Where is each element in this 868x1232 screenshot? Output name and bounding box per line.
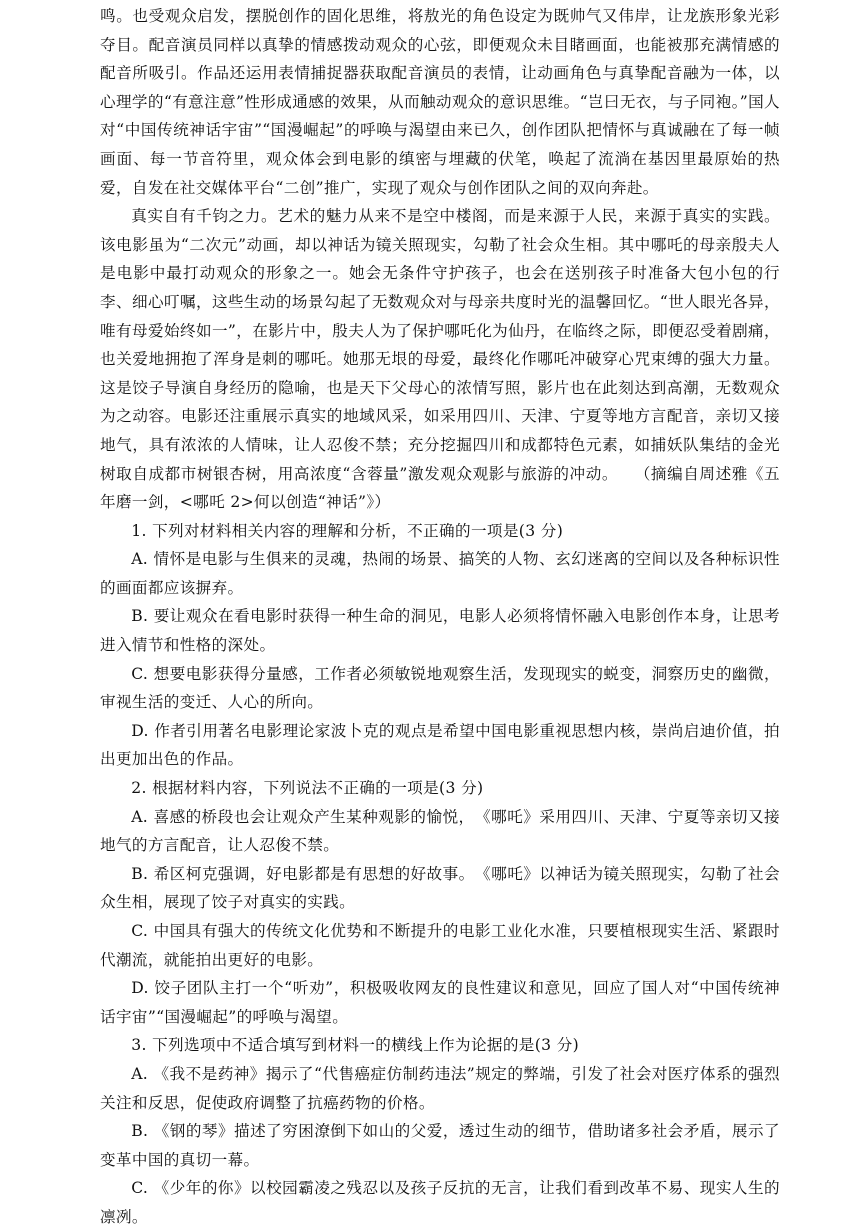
question-2-option-c: C. 中国具有强大的传统文化优势和不断提升的电影工业化水准，只要植根现实生活、紧跟时代潮流，就能拍出更好的电影。 (100, 922, 780, 969)
question-3-stem: 3. 下列选项中不适合填写到材料一的横线上作为论据的是(3 分) (131, 1036, 580, 1055)
question-1-option-a: A. 情怀是电影与生俱来的灵魂，热闹的场景、搞笑的人物、玄幻迷离的空间以及各种标识性的画面都应该摒弃。 (100, 550, 780, 597)
question-3-option-b: B. 《钢的琴》描述了穷困潦倒下如山的父爱，透过生动的细节，借助诸多社会矛盾，展示了变革中国的真切一幕。 (100, 1122, 780, 1169)
source-citation: （摘编自周述雅《五年磨一剑，<哪吒 2>何以创造“神话”》） (100, 464, 780, 512)
question-2-stem: 2. 根据材料内容，下列说法不正确的一项是(3 分) (131, 779, 484, 798)
question-1-stem: 1. 下列对材料相关内容的理解和分析，不正确的一项是(3 分) (131, 521, 564, 540)
question-3-option-a: A. 《我不是药神》揭示了“代售癌症仿制药违法”规定的弊端，引发了社会对医疗体系的强烈关注和反思，促使政府调整了抗癌药物的价格。 (100, 1064, 780, 1112)
passage-paragraph-2-text: 真实自有千钧之力。艺术的魅力从来不是空中楼阁，而是来源于人民，来源于真实的实践。该电影虽为“二次元”动画，却以神话为镜关照现实，勾勒了社会众生相。其中哪吒的母亲殷夫人是电影中最打动观众的形象之一。她会无条件守护孩子，也会在送别孩子时准备大包小包的行李、细心叮嘱，这些生动的场景勾起了无数观众对与母亲共度时光的温馨回忆。“世人眼光各异，唯有母爱始终如一”，在影片中，殷夫人为了保护哪吒化为仙丹，在临终之际，即便忍受着剧痛，也关爱地拥抱了浑身是刺的哪吒。她那无垠的母爱，最终化作哪吒冲破穿心咒束缚的强大力量。这是饺子导演自身经历的隐喻，也是天下父母心的浓情写照，影片也在此刻达到高潮，无数观众为之动容。电影还注重展示真实的地域风采，如采用四川、天津、宁夏等地方言配音，亲切又接地气，具有浓浓的人情味，让人忍俊不禁；充分挖掘四川和成都特色元素，如捕妖队集结的金光树取自成都市树银杏树，用高浓度“含蓉量”激发观众观影与旅游的冲动。 (100, 207, 780, 483)
document-body (100, 2, 780, 1232)
passage-paragraph-2 (100, 202, 780, 517)
question-1-option-c: C. 想要电影获得分量感，工作者必须敏锐地观察生活，发现现实的蜕变，洞察历史的幽微，审视生活的变迁、人心的所向。 (100, 664, 780, 712)
question-2-option-d: D. 饺子团队主打一个“听劝”，积极吸收网友的良性建议和意见，回应了国人对“中国传统神话宇宙”“国漫崛起”的呼唤与渴望。 (100, 979, 780, 1026)
question-2-option-b: B. 希区柯克强调，好电影都是有思想的好故事。 《哪吒》以神话为镜关照现实，勾勒了社会众生相，展现了饺子对真实的实践。 (100, 864, 780, 912)
question-1-option-b: B. 要让观众在看电影时获得一种生命的洞见，电影人必须将情怀融入电影创作本身，让思考进入情节和性格的深处。 (100, 607, 780, 655)
passage-paragraph-continued: 鸣。也受观众启发，摆脱创作的固化思维，将敖光的角色设定为既帅气又伟岸，让龙族形象光彩夺目。配音演员同样以真挚的情感拨动观众的心弦，即便观众未目睹画面，也能被那充满情感的配音所吸引。作品还运用表情捕捉器获取配音演员的表情，让动画角色与真挚配音融为一体，以心理学的“有意注意”性形成通感的效果，从而触动观众的意识思维。“岂曰无衣，与子同袍。”国人对“中国传统神话宇宙”“国漫崛起”的呼唤与渴望由来已久，创作团队把情怀与真诚融在了每一帧画面、每一节音符里，观众体会到电影的缜密与埋藏的伏笔，唤起了流淌在基因里最原始的热爱，自发在社交媒体平台“二创”推广，实现了观众与创作团队之间的双向奔赴。 (100, 7, 780, 197)
question-1-option-d: D. 作者引用著名电影理论家波卜克的观点是希望中国电影重视思想内核，崇尚启迪价值，拍出更加出色的作品。 (100, 721, 780, 769)
question-2-option-a: A. 喜感的桥段也会让观众产生某种观影的愉悦， 《哪吒》采用四川、天津、宁夏等亲切又接地气的方言配音，让人忍俊不禁。 (100, 807, 780, 855)
question-3-option-c: C. 《少年的你》以校园霸凌之残忍以及孩子反抗的无言，让我们看到改革不易、现实人生的凛冽。 (100, 1179, 780, 1226)
